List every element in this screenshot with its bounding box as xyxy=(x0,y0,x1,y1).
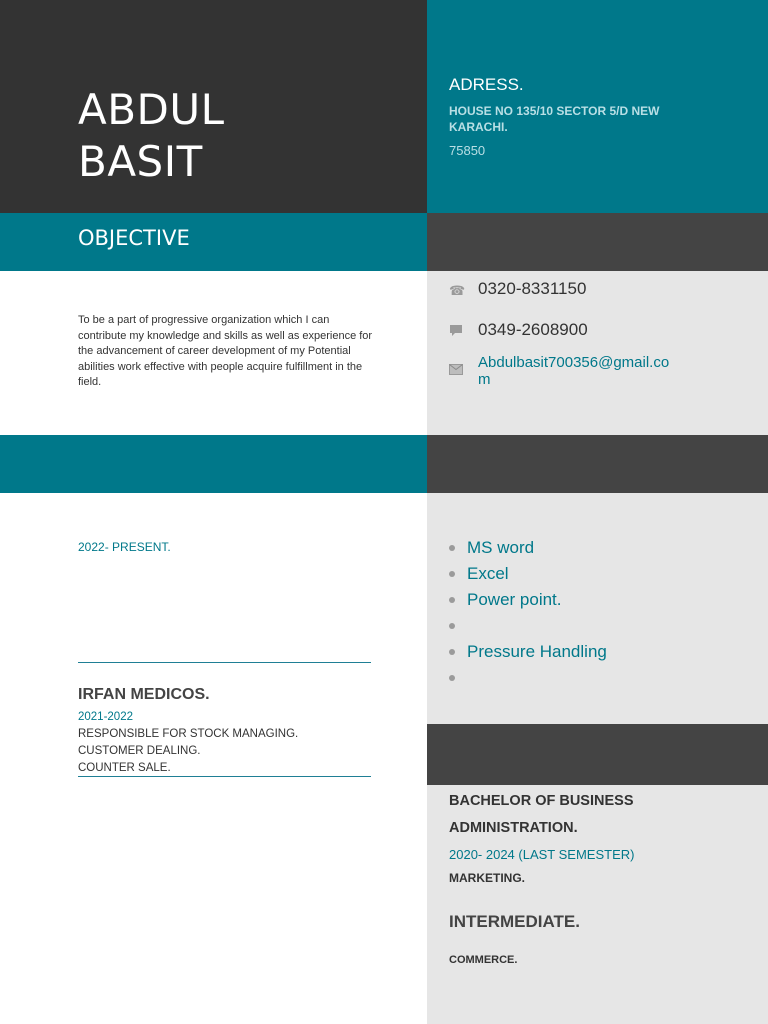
skill-item xyxy=(449,639,607,665)
education-date: 2020- 2024 (LAST SEMESTER) xyxy=(449,847,635,862)
objective-heading-band xyxy=(0,213,427,271)
skill-item xyxy=(449,587,607,613)
job-date: 2021-2022 xyxy=(78,711,133,723)
bullet-icon xyxy=(449,623,455,629)
name-last: BASIT xyxy=(78,137,203,186)
name-first: ABDUL xyxy=(78,85,225,134)
address-line: HOUSE NO 135/10 SECTOR 5/D NEW KARACHI. xyxy=(449,104,660,134)
objective-text: To be a part of progressive organization which I can contribute my knowledge and skills as well as experience for the advancement of career development of my Potential abilities work effective with people acquire fulfillment in the field. xyxy=(78,314,373,388)
message-icon xyxy=(449,324,467,340)
email-link[interactable]: Abdulbasit700356@gmail.com xyxy=(478,354,670,388)
education-intermediate: INTERMEDIATE. xyxy=(449,912,580,931)
contact-phone2-row xyxy=(449,320,588,340)
bullet-icon xyxy=(449,545,455,551)
education-heading-band xyxy=(427,724,768,785)
email-icon xyxy=(449,363,467,378)
skill-label: Pressure Handling xyxy=(467,642,607,661)
skill-item xyxy=(449,613,607,639)
bullet-icon xyxy=(449,597,455,603)
job-title: IRFAN MEDICOS. xyxy=(78,686,210,703)
experience-heading-band xyxy=(0,435,427,493)
experience-current-date: 2022- PRESENT. xyxy=(78,540,171,554)
job-duty: RESPONSIBLE FOR STOCK MANAGING. xyxy=(78,728,299,740)
experience-divider-bottom xyxy=(78,776,371,777)
bullet-icon xyxy=(449,649,455,655)
contact-heading-band xyxy=(427,213,768,271)
bullet-icon xyxy=(449,675,455,681)
education-degree: BACHELOR OF BUSINESS ADMINISTRATION. xyxy=(449,793,634,836)
contact-phone1-row xyxy=(449,279,586,299)
candidate-name xyxy=(78,84,225,188)
skill-label: Excel xyxy=(467,564,509,583)
skill-label: Power point. xyxy=(467,590,562,609)
phone-number-1: 0320-8331150 xyxy=(478,279,587,298)
job-duty: CUSTOMER DEALING. xyxy=(78,745,201,757)
job-duty: COUNTER SALE. xyxy=(78,762,171,774)
skill-label: MS word xyxy=(467,538,535,557)
skill-item xyxy=(449,665,607,691)
skill-item xyxy=(449,561,607,587)
phone-icon: ☎ xyxy=(449,283,466,298)
skills-list xyxy=(449,535,607,691)
education-stream: COMMERCE. xyxy=(449,954,518,966)
phone-number-2: 0349-2608900 xyxy=(478,320,588,339)
objective-title: OBJECTIVE xyxy=(78,226,190,250)
address-zip: 75850 xyxy=(449,143,486,158)
contact-email-row xyxy=(449,354,678,388)
education-major: MARKETING. xyxy=(449,871,525,885)
experience-divider-top xyxy=(78,662,371,663)
skill-item xyxy=(449,535,607,561)
address-title: ADRESS. xyxy=(449,75,524,94)
skills-heading-band xyxy=(427,435,768,493)
bullet-icon xyxy=(449,571,455,577)
